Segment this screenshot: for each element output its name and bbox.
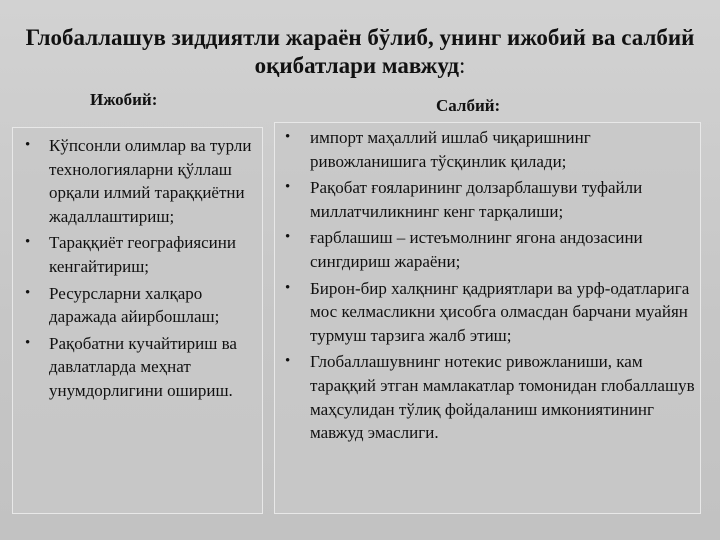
list-item-text: Рақобат ғояларининг долзарблашуви туфайли миллатчиликнинг кенг тарқалиши; (310, 178, 643, 221)
negative-list-item (275, 176, 702, 223)
bullet-icon: • (25, 334, 31, 351)
list-item-text: Тараққиёт географиясини кенгайтириш; (49, 233, 236, 276)
bullet-icon: • (25, 234, 31, 251)
negative-box (274, 122, 701, 514)
negative-heading: Салбий: (436, 96, 501, 115)
bullet-icon: • (285, 229, 291, 246)
slide-title-text: Глобаллашув зиддиятли жараён бўлиб, унинг ижобий ва салбий оқибатлари мавжуд (25, 25, 695, 78)
positive-list (13, 134, 264, 403)
bullet-icon: • (25, 284, 31, 301)
bullet-icon: • (285, 279, 291, 296)
positive-list-item (13, 282, 264, 329)
negative-list-item (275, 277, 702, 348)
negative-list-item (275, 226, 702, 273)
negative-list (275, 126, 702, 445)
list-item-text: Кўпсонли олимлар ва турли технологияларни қўллаш орқали илмий тараққиётни жадаллаштириш; (49, 136, 252, 226)
bullet-icon: • (285, 179, 291, 196)
positive-list-item (13, 231, 264, 278)
list-item-text: Ресурсларни халқаро даражада айирбошлаш; (49, 283, 220, 327)
negative-list-item (275, 126, 702, 173)
list-item-text: Глобаллашувнинг нотекис ривожланиши, кам тараққий этган мамлакатлар томонидан глобаллашув маҳсулидан тўлиқ фойдаланиш имкониятининг мавжуд эмаслиги. (310, 352, 695, 443)
list-item-text: Бирон-бир халқнинг қадриятлари ва урф-одатларига мос келмасликни ҳисобга олмасдан барчани муайян турмуш тарзига жалб этиш; (310, 278, 690, 345)
bullet-icon: • (25, 137, 31, 153)
list-item-text: ғарблашиш – истеъмолнинг ягона андозасини сингдириш жараёни; (310, 228, 643, 271)
positive-heading: Ижобий: (90, 90, 158, 109)
positive-box (12, 127, 263, 514)
positive-list-item (13, 332, 264, 403)
slide-title (20, 24, 700, 80)
positive-list-item (13, 134, 264, 228)
negative-list-item (275, 350, 702, 444)
list-item-text: Рақобатни кучайтириш ва давлатларда меҳнат унумдорлигини ошириш. (49, 333, 237, 400)
list-item-text: импорт маҳаллий ишлаб чиқаришнинг ривожланишига тўсқинлик қилади; (310, 128, 591, 171)
bullet-icon: • (285, 353, 291, 370)
slide-title-colon: : (459, 53, 466, 78)
bullet-icon: • (285, 129, 291, 145)
